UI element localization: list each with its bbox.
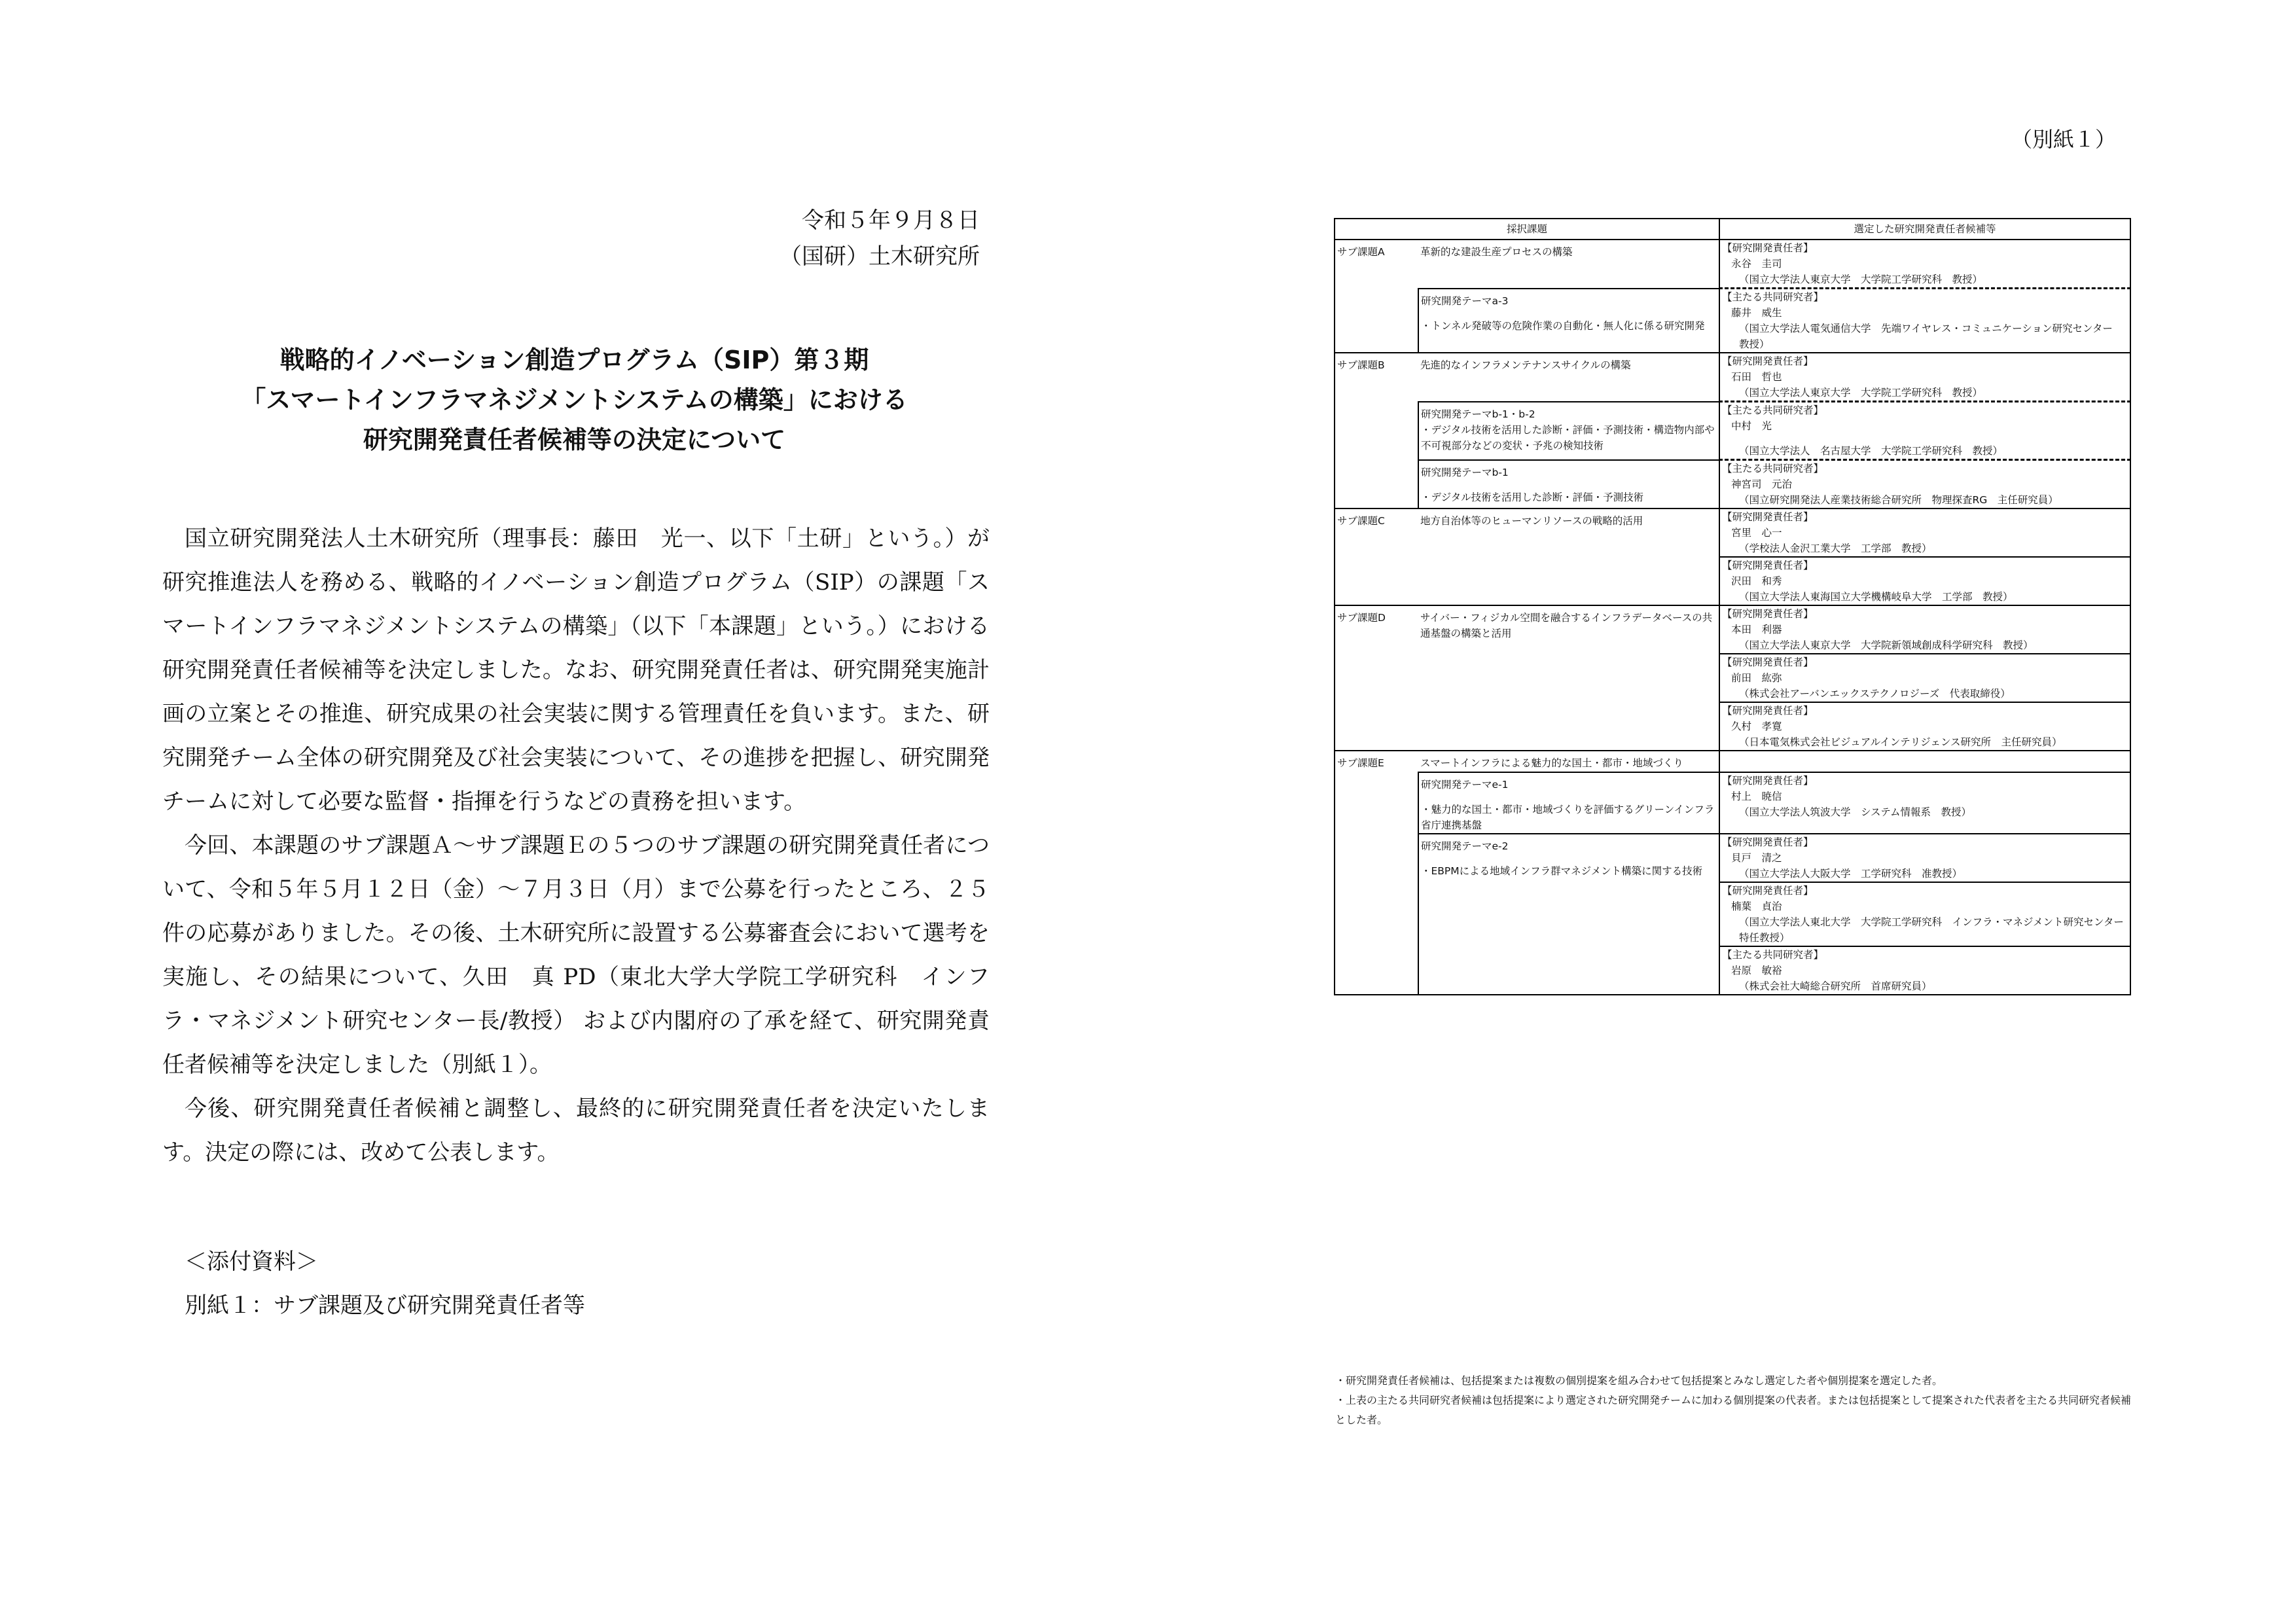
title-line-1: 戦略的イノベーション創造プログラム（SIP）第３期	[279, 346, 869, 374]
role-label: 【研究開発責任者】	[1722, 836, 1814, 848]
affiliation: （国立大学法人東京大学 大学院新領域創成科学研究科 教授）	[1739, 639, 2034, 652]
candidate-cell-empty	[1719, 751, 2130, 772]
person-name: 沢田 和秀	[1731, 575, 1782, 588]
role-label: 【主たる共同研究者】	[1722, 291, 1824, 304]
person-name: 本田 利器	[1731, 624, 1782, 636]
theme-cell	[1418, 460, 1719, 509]
body-text	[162, 517, 990, 1175]
person-name: 貝戸 清之	[1731, 851, 1782, 864]
affiliation: （国立大学法人東海国立大学機構岐阜大学 工学部 教授）	[1739, 591, 2013, 603]
sub-topic-code: サブ課題C	[1335, 508, 1418, 557]
table-row	[1335, 508, 2130, 557]
code-cell-empty	[1335, 772, 1418, 834]
paragraph-1: 国立研究開発法人土木研究所（理事長：藤田 光一、以下「土研」という。）が研究推進法人を務める、戦略的イノベーション創造プログラム（SIP）の課題「スマートインフラマネジメントシステムの構築」（以下「本課題」という。）における研究開発責任者候補等を決定しました。なお、研究開発責任者は、研究開発実施計画の立案とその推進、研究成果の社会実装に関する管理責任を負います。また、研究開発チーム全体の研究開発及び社会実装について、その進捗を把握し、研究開発チームに対して必要な監督・指揮を行うなどの責務を担います。	[162, 526, 990, 815]
affiliation: （国立大学法人東京大学 大学院工学研究科 教授）	[1739, 274, 1983, 286]
role-label: 【研究開発責任者】	[1722, 608, 1814, 620]
title-line-2: 「スマートインフラマネジメントシステムの構築」における	[241, 385, 908, 414]
affiliation: （国立大学法人大阪大学 工学研究科 准教授）	[1739, 867, 1963, 880]
code-cell-empty	[1335, 557, 1418, 605]
paragraph-2: 今回、本課題のサブ課題Ａ～サブ課題Ｅの５つのサブ課題の研究開発責任者について、令和５年５月１２日（金）～７月３日（月）まで公募を行ったところ、２５件の応募がありました。その後、土木研究所に設置する公募審査会において選考を実施し、その結果について、久田 真 PD（東北大学大学院工学研究科 インフラ・マネジメント研究センター長/教授） および内閣府の了承を経て、研究開発責任者候補等を決定しました（別紙１）。	[162, 832, 990, 1078]
candidate-cell	[1719, 834, 2130, 882]
code-cell-empty	[1335, 402, 1418, 460]
candidate-cell	[1719, 353, 2130, 402]
sub-topic-title: サイバー・フィジカル空間を融合するインフラデータベースの共通基盤の構築と活用	[1418, 605, 1719, 654]
release-date: 令和５年９月８日	[802, 207, 980, 234]
theme-title: 研究開発テーマb-1	[1421, 466, 1509, 478]
code-cell-empty	[1335, 882, 1418, 946]
person-name: 村上 暁信	[1731, 790, 1782, 802]
table-row	[1335, 834, 2130, 882]
role-label: 【主たる共同研究者】	[1722, 948, 1824, 961]
theme-description: ・EBPMによる地域インフラ群マネジメント構築に関する技術	[1421, 865, 1703, 877]
theme-cell-empty	[1418, 557, 1719, 605]
selection-table	[1334, 218, 2134, 995]
table-row	[1335, 882, 2130, 946]
table-row	[1335, 702, 2130, 751]
table-row	[1335, 240, 2130, 289]
note-1: ・研究開発責任者候補は、包括提案または複数の個別提案を組み合わせて包括提案とみなし選定した者や個別提案を選定した者。	[1335, 1374, 1943, 1387]
affiliation: （国立大学法人 名古屋大学 大学院工学研究科 教授）	[1739, 445, 2003, 457]
role-label: 【研究開発責任者】	[1722, 242, 1814, 254]
affiliation: （国立大学法人東京大学 大学院工学研究科 教授）	[1739, 387, 1983, 399]
note-2: ・上表の主たる共同研究者候補は包括提案により選定された研究開発チームに加わる個別提案の代表者。または包括提案として提案された代表者を主たる共同研究者候補とした者。	[1335, 1394, 2132, 1426]
theme-cell	[1418, 834, 1719, 882]
candidate-cell	[1719, 460, 2130, 509]
candidate-cell	[1719, 946, 2130, 995]
person-name: 楠葉 貞治	[1731, 900, 1782, 912]
attachments-heading: ＜添付資料＞	[185, 1249, 318, 1275]
table-row	[1335, 557, 2130, 605]
candidate-cell	[1719, 882, 2134, 946]
person-name: 石田 哲也	[1731, 371, 1782, 383]
sub-topic-title: スマートインフラによる魅力的な国土・都市・地域づくり	[1418, 751, 1719, 772]
candidate-cell	[1719, 702, 2130, 751]
code-cell-empty	[1335, 460, 1418, 509]
affiliation: （国立大学法人筑波大学 システム情報系 教授）	[1739, 806, 1971, 818]
col-header-candidates: 選定した研究開発責任者候補等	[1719, 219, 2130, 240]
sub-topic-code: サブ課題E	[1335, 751, 1418, 772]
theme-cell-empty	[1418, 702, 1719, 751]
issuer-block	[780, 203, 980, 275]
sub-topic-code: サブ課題A	[1335, 240, 1418, 289]
candidate-cell	[1719, 605, 2130, 654]
code-cell-empty	[1335, 702, 1418, 751]
person-name: 岩原 敏裕	[1731, 964, 1782, 976]
sub-topic-code: サブ課題B	[1335, 353, 1418, 402]
role-label: 【主たる共同研究者】	[1722, 404, 1824, 417]
affiliation: （国立研究開発法人産業技術総合研究所 物理探査RG 主任研究員）	[1739, 494, 2058, 507]
table-row	[1335, 654, 2130, 702]
role-label: 【研究開発責任者】	[1722, 355, 1814, 368]
theme-cell-empty	[1418, 882, 1719, 946]
table-row	[1335, 772, 2130, 834]
sub-topic-title: 革新的な建設生産プロセスの構築	[1418, 240, 1719, 289]
code-cell-empty	[1335, 834, 1418, 882]
theme-cell	[1418, 402, 1719, 460]
role-label: 【研究開発責任者】	[1722, 511, 1814, 524]
person-name: 藤井 威生	[1731, 307, 1782, 319]
theme-description: ・魅力的な国土・都市・地域づくりを評価するグリーンインフラ省庁連携基盤	[1421, 803, 1715, 831]
paragraph-3: 今後、研究開発責任者候補と調整し、最終的に研究開発責任者を決定いたします。決定の際には、改めて公表します。	[162, 1096, 990, 1166]
role-label: 【研究開発責任者】	[1722, 560, 1814, 572]
table-row	[1335, 353, 2130, 402]
code-cell-empty	[1335, 289, 1418, 353]
page-title	[164, 340, 985, 460]
attachment-item: 別紙１：サブ課題及び研究開発責任者等	[185, 1293, 585, 1319]
role-label: 【研究開発責任者】	[1722, 705, 1814, 717]
theme-title: 研究開発テーマb-1・b-2	[1421, 408, 1535, 420]
candidate-cell	[1719, 289, 2130, 353]
person-name: 前田 紘弥	[1731, 672, 1782, 685]
title-line-3: 研究開発責任者候補等の決定について	[363, 425, 786, 454]
table-row	[1335, 605, 2130, 654]
candidate-cell	[1719, 772, 2130, 834]
role-label: 【研究開発責任者】	[1722, 884, 1814, 897]
affiliation: （国立大学法人東北大学 大学院工学研究科 インフラ・マネジメント研究センター 特任教授）	[1739, 916, 2134, 944]
sub-topic-title: 先進的なインフラメンテナンスサイクルの構築	[1418, 353, 1719, 402]
appendix-label: （別紙１）	[2011, 127, 2116, 152]
candidate-cell	[1719, 402, 2130, 460]
theme-description: ・デジタル技術を活用した診断・評価・予測技術	[1421, 491, 1644, 503]
theme-title: 研究開発テーマe-1	[1421, 778, 1509, 791]
theme-description: ・デジタル技術を活用した診断・評価・予測技術・構造物内部や不可視部分などの変状・予兆の検知技術	[1421, 423, 1715, 452]
person-name: 久村 孝寛	[1731, 721, 1782, 733]
person-name: 神宮司 元治	[1731, 478, 1793, 491]
table-row	[1335, 460, 2130, 509]
theme-cell-empty	[1418, 946, 1719, 995]
role-label: 【研究開発責任者】	[1722, 774, 1814, 787]
appendix-page	[1148, 0, 2296, 1623]
theme-cell	[1418, 289, 1719, 353]
table-row	[1335, 751, 2130, 772]
person-name: 中村 光	[1731, 420, 1772, 433]
theme-cell-empty	[1418, 654, 1719, 702]
candidate-cell	[1719, 654, 2130, 702]
theme-description: ・トンネル発破等の危険作業の自動化・無人化に係る研究開発	[1421, 319, 1705, 332]
table-notes	[1335, 1371, 2140, 1430]
role-label: 【研究開発責任者】	[1722, 656, 1814, 669]
code-cell-empty	[1335, 654, 1418, 702]
theme-title: 研究開発テーマa-3	[1421, 294, 1509, 307]
table-header-row	[1335, 219, 2130, 240]
issuer-name: （国研）土木研究所	[780, 243, 980, 270]
attachments	[185, 1240, 585, 1328]
affiliation: （国立大学法人電気通信大学 先端ワイヤレス・コミュニケーション研究センター 教授）	[1739, 323, 2123, 351]
affiliation: （日本電気株式会社ビジュアルインテリジェンス研究所 主任研究員）	[1739, 736, 2062, 749]
theme-cell	[1418, 772, 1719, 834]
col-header-themes: 採択課題	[1335, 219, 1719, 240]
table-row	[1335, 289, 2130, 353]
affiliation: （学校法人金沢工業大学 工学部 教授）	[1739, 543, 1932, 555]
candidate-cell	[1719, 240, 2130, 289]
sub-topic-code: サブ課題D	[1335, 605, 1418, 654]
person-name: 永谷 圭司	[1731, 258, 1782, 270]
table-row	[1335, 946, 2130, 995]
candidate-cell	[1719, 557, 2130, 605]
affiliation: （株式会社アーバンエックステクノロジーズ 代表取締役）	[1739, 688, 2011, 700]
candidate-cell	[1719, 508, 2130, 557]
code-cell-empty	[1335, 946, 1418, 995]
theme-title: 研究開発テーマe-2	[1421, 840, 1509, 852]
person-name: 宮里 心一	[1731, 527, 1782, 539]
role-label: 【主たる共同研究者】	[1722, 463, 1824, 475]
affiliation: （株式会社大崎総合研究所 首席研究員）	[1739, 980, 1932, 992]
sub-topic-title: 地方自治体等のヒューマンリソースの戦略的活用	[1418, 508, 1719, 557]
table-row	[1335, 402, 2130, 460]
